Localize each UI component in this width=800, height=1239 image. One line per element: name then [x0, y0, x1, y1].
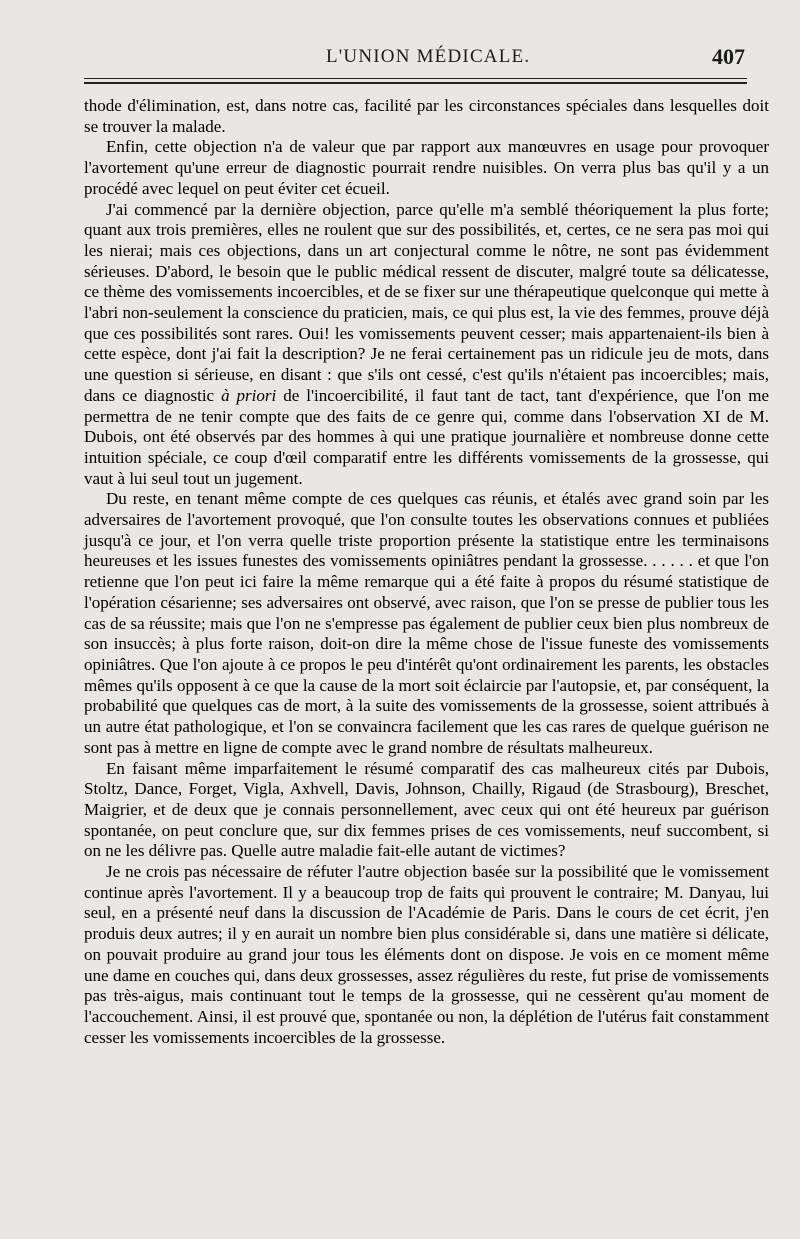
paragraph-text: J'ai commencé par la dernière objection, parce qu'elle m'a semblé théoriquement la plus forte; quant aux trois premières, elles ne roulent que sur des possibilités, et, certes, ce ne sera pas moi qui les nierai; mais ces objections, dans un art conjectural comme le nôtre, ne sont pas évidemment sérieuses. D'abord, le besoin que le public médical ressent de discuter, malgré toute sa délicatesse, ce thème des vomissements incoercibles, et de se fixer sur une thérapeutique quelconque qui mette à l'abri non-seulement la conscience du praticien, mais, ce qui plus est, la vie des femmes, prouve déjà que ces possibilités sont rares. Oui! les vomissements peuvent cesser; mais appartenaient-ils bien à cette espèce, dont j'ai fait la description? Je ne ferai certainement pas un ridicule jeu de mots, dans une question si sérieuse, en disant : que s'ils ont cessé, c'est qu'ils n'étaient pas incoercibles; mais, dans ce diagnostic: [84, 199, 769, 405]
paragraph: [84, 200, 769, 490]
paragraph-text: thode d'élimination, est, dans notre cas, facilité par les circonstances spéciales dans lesquelles doit se trouver la malade.: [84, 96, 769, 136]
paragraph-text: Enfin, cette objection n'a de valeur que par rapport aux manœuvres en usage pour provoquer l'avortement qu'une erreur de diagnostic pourrait rendre nuisibles. On verra plus bas qu'il y a un procédé avec lequel on peut éviter cet écueil.: [84, 137, 769, 198]
paragraph: [84, 137, 769, 199]
paragraph-text: Du reste, en tenant même compte de ces quelques cas réunis, et étalés avec grand soin par les adversaires de l'avortement provoqué, que l'on consulte toutes les observations connues et publiées jusqu'à ce jour, et l'on verra quelle triste proportion présente la statistique entre les terminaisons heureuses et les issues funestes des vomissements opiniâtres pendant la grossesse. . . . . . et que l'on retienne que l'on peut ici faire la même remarque qui a été faite à propos du résumé statistique de l'opération césarienne; ses adversaires ont observé, avec raison, que l'on se presse de publier tous les cas de sa réussite; mais que l'on ne s'empresse pas également de publier ceux bien plus nombreux de son insuccès; à plus forte raison, doit-on dire la même chose de l'issue funeste des vomissements opiniâtres. Que l'on ajoute à ce propos le peu d'intérêt qu'ont ordinairement les parents, les obstacles mêmes qu'ils opposent à ce que la cause de la mort soit éclaircie par l'autopsie, et, par conséquent, la probabilité que quelques cas de mort, à la suite des vomissements de la grossesse, soient attribués à un autre état pathologique, et l'on se convaincra facilement que les cas rares de quelque guérison ne sont pas à mettre en ligne de compte avec le grand nombre de résultats malheureux.: [84, 489, 769, 757]
paragraph-continuation: [84, 96, 769, 137]
header-rule: [84, 78, 747, 79]
header-rule-thick: [84, 82, 747, 84]
article-body: [84, 96, 769, 1048]
paragraph: [84, 759, 769, 863]
paragraph: [84, 862, 769, 1048]
paragraph: [84, 489, 769, 758]
journal-title: L'UNION MÉDICALE.: [326, 46, 531, 67]
paragraph-text: En faisant même imparfaitement le résumé comparatif des cas malheureux cités par Dubois, Stoltz, Dance, Forget, Vigla, Axhvell, Davis, Johnson, Chailly, Rigaud (de Strasbourg), Breschet, Maigrier, et de deux que je connais personnellement, avec ceux qui ont été heureux par guérison spontanée, on peut conclure que, sur dix femmes prises de ces vomissements, neuf succombent, si on ne les délivre pas. Quelle autre maladie fait-elle autant de victimes?: [84, 758, 769, 861]
paragraph-text: de l'incoercibilité, il faut tant de tact, tant d'expérience, que l'on me permettra de ne tenir compte que des faits de ce genre qui, comme dans l'observation XI de M. Dubois, ont été observés par des hommes à qui une pratique journalière et nombreuse donne cette intuition spéciale, ce coup d'œil comparatif entre les différents vomissements de la grossesse, qui vaut à lui seul tout un jugement.: [84, 385, 769, 488]
running-header: [84, 0, 769, 72]
page-number: 407: [712, 44, 745, 69]
paragraph-text: Je ne crois pas nécessaire de réfuter l'autre objection basée sur la possibilité que le vomissement continue après l'avortement. Il y a beaucoup trop de faits qui prouvent le contraire; M. Danyau, lui seul, en a présenté neuf dans la discussion de l'Académie de Paris. Dans le cours de cet écrit, j'en produis deux autres; il y en aurait un nombre bien plus considérable si, dans une matière si délicate, on pouvait produire au grand jour tous les éléments dont on dispose. Je vois en ce moment même une dame en couches qui, dans deux grossesses, assez régulières du reste, fut prise de vomissements pas très-aigus, mais continuant tout le temps de la grossesse, qui ne cessèrent qu'au moment de l'accouchement. Ainsi, il est prouvé que, spontanée ou non, la déplétion de l'utérus fait constamment cesser les vomissements incoercibles de la grossesse.: [84, 862, 769, 1047]
italic-term: à priori: [221, 385, 277, 405]
